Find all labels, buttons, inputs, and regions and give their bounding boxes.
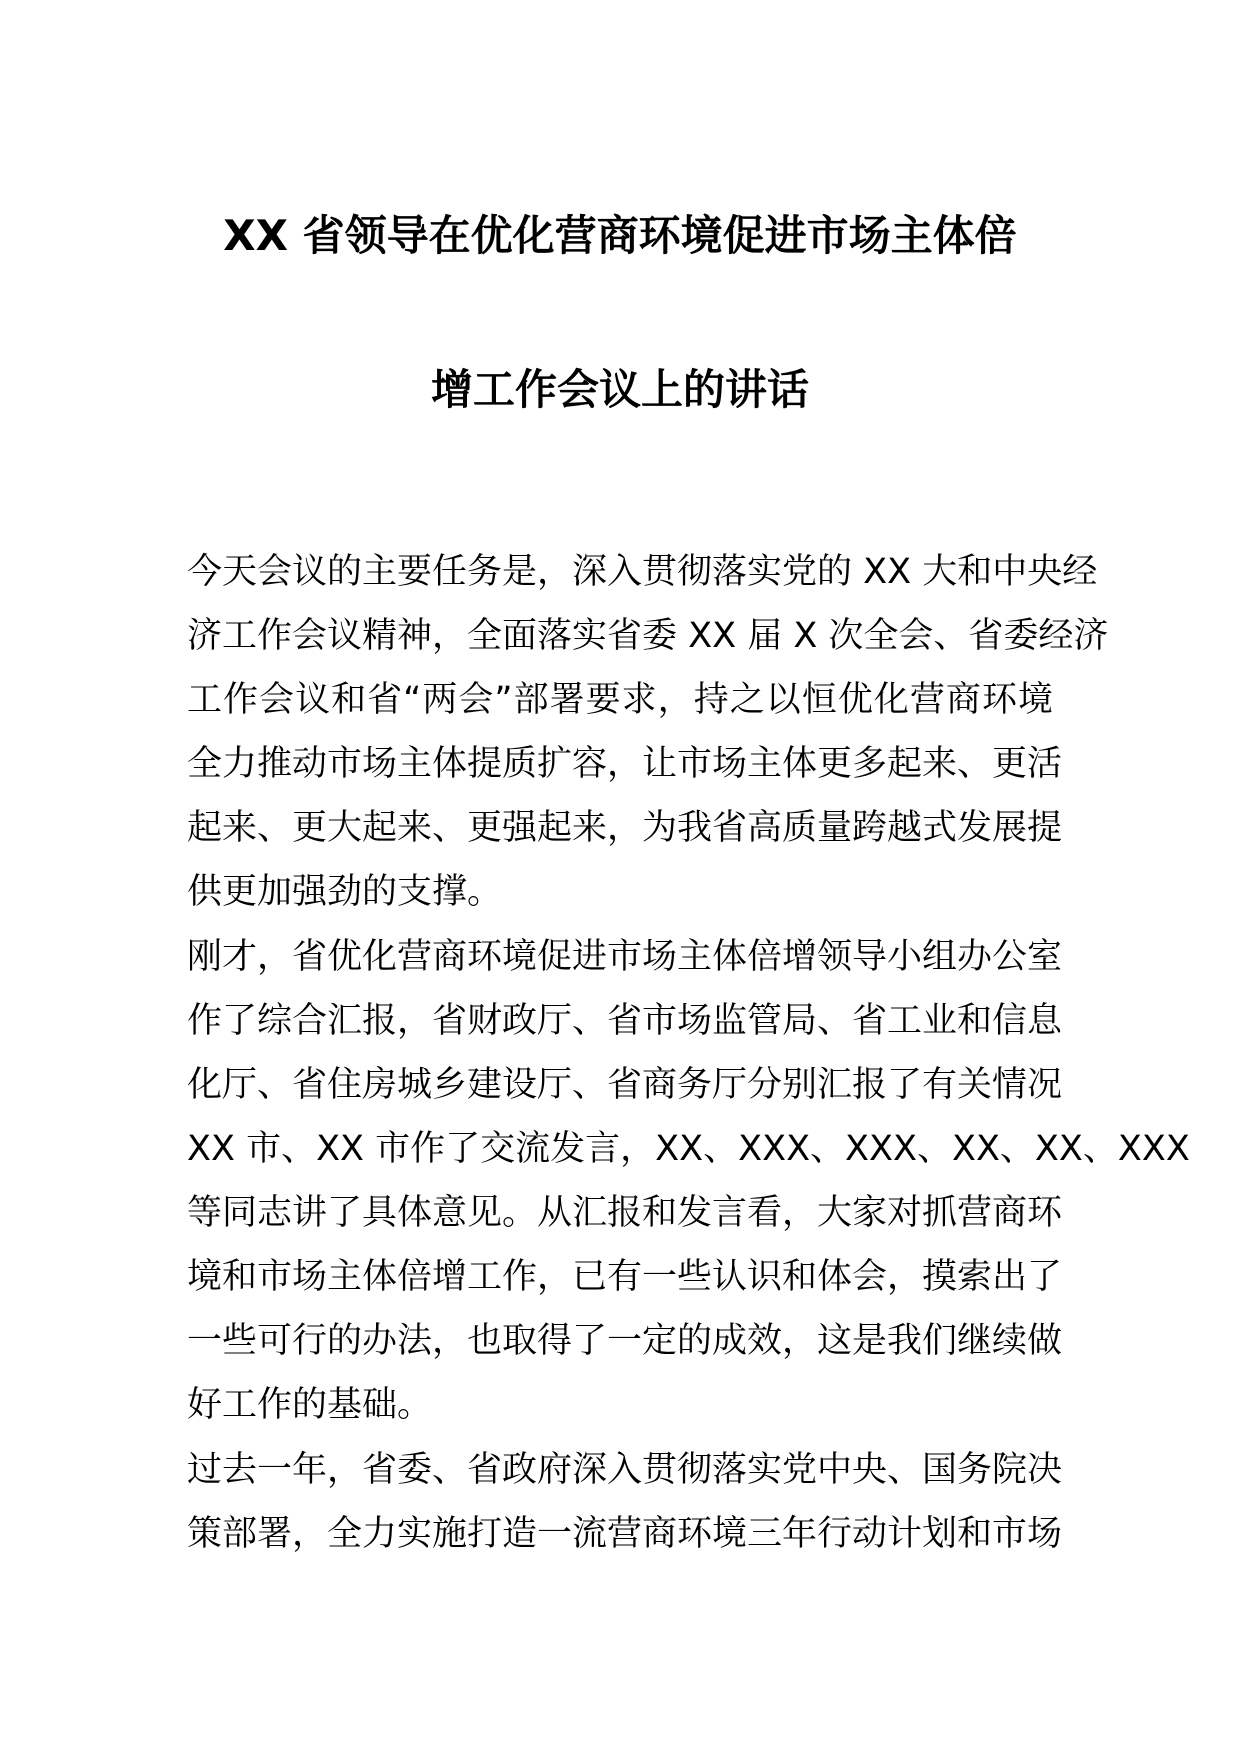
body-line: 好工作的基础。 bbox=[187, 1385, 433, 1425]
body-line: 起来、更大起来、更强起来，为我省高质量跨越式发展提 bbox=[187, 808, 1063, 848]
body-line: 全力推动市场主体提质扩容，让市场主体更多起来、更活 bbox=[187, 744, 1063, 784]
body-line: 化厅、省住房城乡建设厅、省商务厅分别汇报了有关情况 bbox=[187, 1065, 1063, 1105]
body-line: 策部署，全力实施打造一流营商环境三年行动计划和市场 bbox=[187, 1514, 1063, 1554]
body-line: 作了综合汇报，省财政厅、省市场监管局、省工业和信息 bbox=[187, 1001, 1063, 1041]
body-line: 等同志讲了具体意见。从汇报和发言看，大家对抓营商环 bbox=[187, 1193, 1063, 1233]
body-line: 济工作会议精神，全面落实省委 XX 届 X 次全会、省委经济 bbox=[187, 616, 1109, 656]
document-title-line-1: XX 省领导在优化营商环境促进市场主体倍 bbox=[223, 211, 1017, 260]
body-line: 今天会议的主要任务是，深入贯彻落实党的 XX 大和中央经 bbox=[187, 552, 1098, 592]
body-line: 刚才，省优化营商环境促进市场主体倍增领导小组办公室 bbox=[187, 937, 1063, 977]
document-title-line-2: 增工作会议上的讲话 bbox=[430, 365, 809, 414]
body-line: 过去一年，省委、省政府深入贯彻落实党中央、国务院决 bbox=[187, 1450, 1063, 1490]
body-line: 供更加强劲的支撑。 bbox=[187, 872, 503, 912]
body-line: 工作会议和省“两会”部署要求，持之以恒优化营商环境 bbox=[187, 680, 1053, 720]
body-line: 一些可行的办法，也取得了一定的成效，这是我们继续做 bbox=[187, 1321, 1063, 1361]
body-line: XX 市、XX 市作了交流发言，XX、XXX、XXX、XX、XX、XXX bbox=[187, 1129, 1190, 1169]
body-line: 境和市场主体倍增工作，已有一些认识和体会，摸索出了 bbox=[187, 1257, 1063, 1297]
